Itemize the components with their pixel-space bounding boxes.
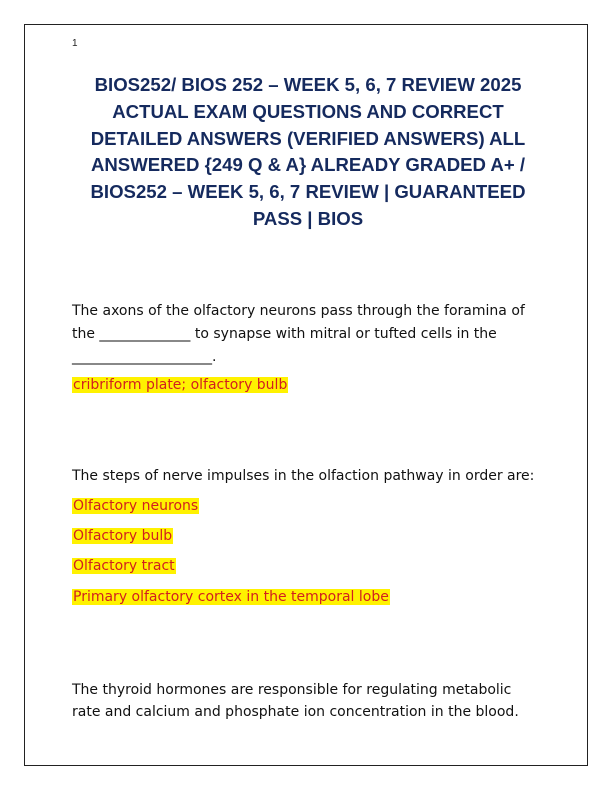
question-1-line-1: The axons of the olfactory neurons pass through the foramina of [72, 303, 525, 319]
title-line: ANSWERED {249 Q & A} ALREADY GRADED A+ / [90, 154, 526, 176]
title-line: DETAILED ANSWERS (VERIFIED ANSWERS) ALL [90, 127, 526, 149]
answer-2-step-1-text: Olfactory neurons [73, 498, 199, 514]
question-3-line-2: rate and calcium and phosphate ion concentration in the blood. [72, 704, 519, 720]
title-line: ACTUAL EXAM QUESTIONS AND CORRECT [112, 100, 504, 122]
answer-2-step-3 [72, 557, 176, 575]
answer-2-step-2 [72, 527, 173, 545]
page-number: 1 [72, 38, 78, 49]
answer-2-step-1 [72, 497, 199, 515]
answer-1-text: cribriform plate; olfactory bulb [73, 377, 288, 393]
question-2-line-1: The steps of nerve impulses in the olfaction pathway in order are: [72, 468, 535, 484]
question-1-line-2: the _____________ to synapse with mitral or tufted cells in the [72, 326, 497, 342]
title-line: PASS | BIOS [252, 207, 364, 229]
question-3-line-1: The thyroid hormones are responsible for regulating metabolic [72, 682, 512, 698]
title-line: BIOS252 – WEEK 5, 6, 7 REVIEW | GUARANTEED [90, 181, 526, 203]
answer-1 [72, 376, 288, 394]
answer-2-step-4-text: Primary olfactory cortex in the temporal lobe [73, 589, 389, 605]
document-title [58, 72, 558, 233]
answer-2-step-2-text: Olfactory bulb [73, 528, 173, 544]
answer-2-step-3-text: Olfactory tract [73, 558, 175, 574]
question-1-line-3: ____________________. [72, 349, 217, 365]
answer-2-step-4 [72, 588, 390, 606]
title-line: BIOS252/ BIOS 252 – WEEK 5, 6, 7 REVIEW 2025 [94, 74, 522, 95]
